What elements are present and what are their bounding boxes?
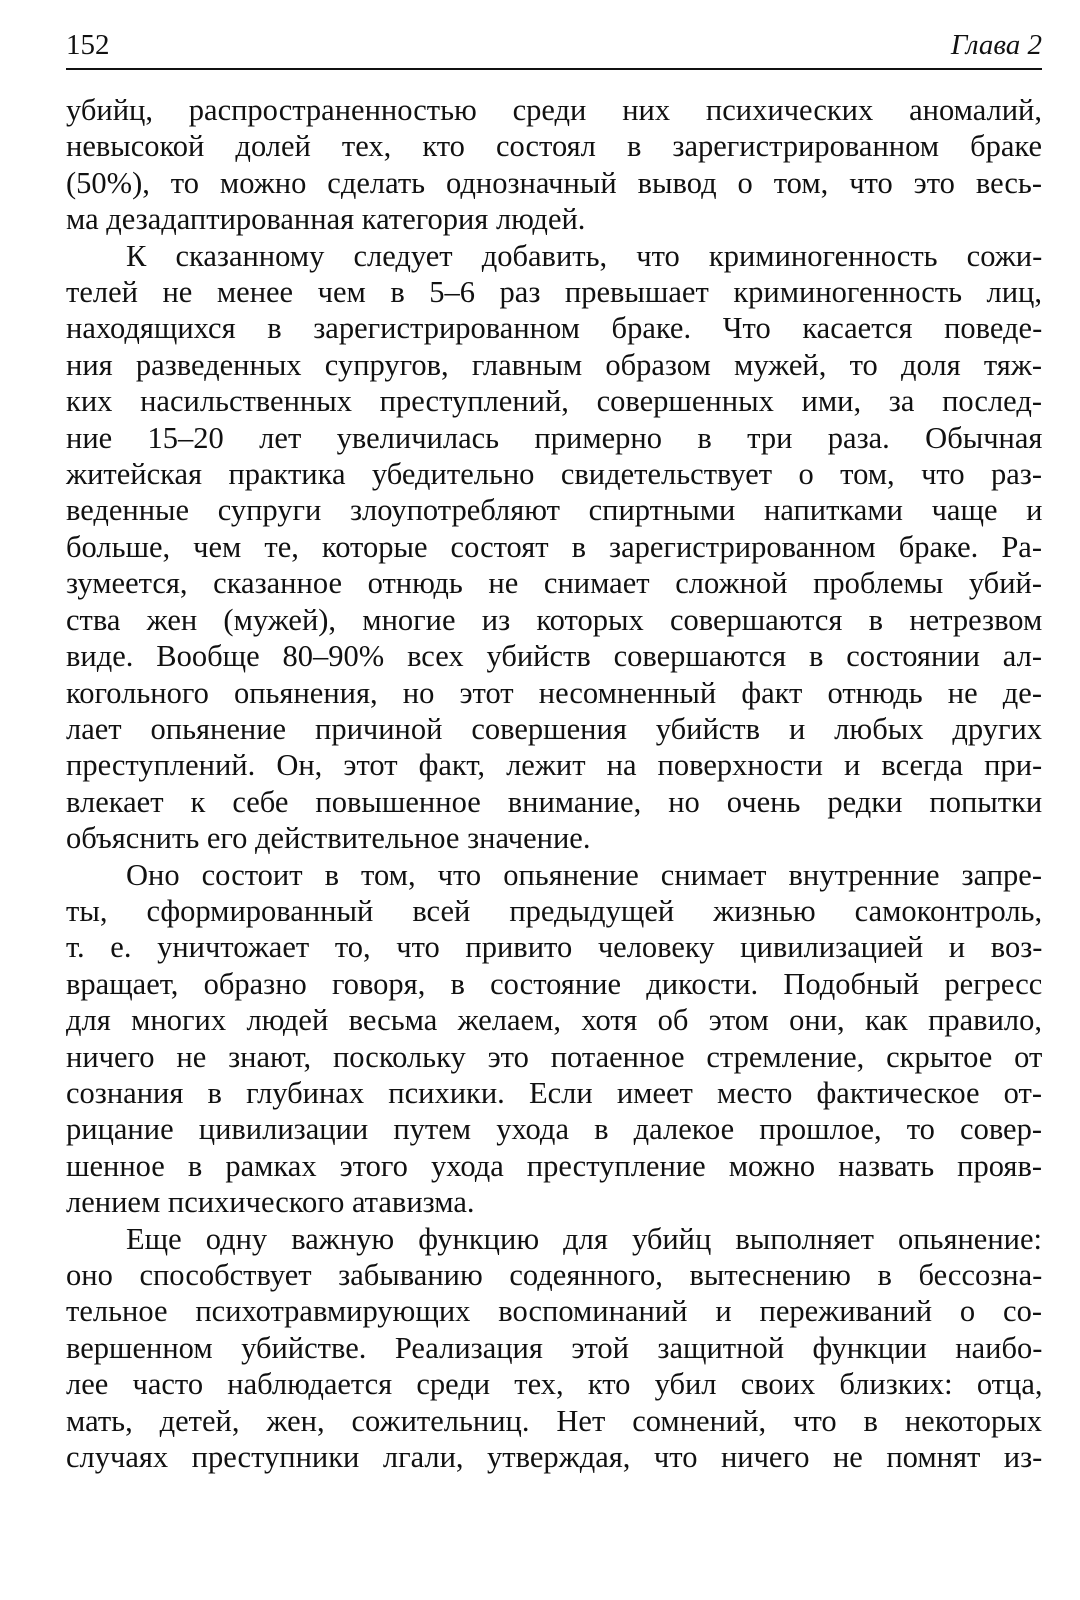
text-line: ма дезадаптированная категория людей. xyxy=(66,202,586,237)
book-page xyxy=(66,22,1042,1582)
text-line: рицание цивилизации путем ухода в далекое прошлое, то совер- xyxy=(66,1112,1042,1147)
text-line: находящихся в зарегистрированном браке. Что касается поведе- xyxy=(66,311,1043,346)
text-line: ты, сформированный всей предыдущей жизнью самоконтроль, xyxy=(66,893,1043,928)
text-line: Оно состоит в том, что опьянение снимает внутренние запре- xyxy=(126,857,1042,892)
text-line: сознания в глубинах психики. Если имеет место фактическое от- xyxy=(66,1075,1042,1110)
text-line: невысокой долей тех, кто состоял в зарегистрированном браке xyxy=(66,129,1043,164)
text-line: зумеется, сказанное отнюдь не снимает сложной проблемы убий- xyxy=(66,566,1042,601)
text-line: ничего не знают, поскольку это потаенное стремление, скрытое от xyxy=(66,1039,1043,1074)
paragraph xyxy=(66,857,1042,1221)
text-line: объяснить его действительное значение. xyxy=(66,821,591,856)
text-line: случаях преступники лгали, утверждая, что ничего не помнят из- xyxy=(66,1440,1043,1475)
text-line: вращает, образно говоря, в состояние дикости. Подобный регресс xyxy=(66,966,1043,1001)
text-line: для многих людей весьма желаем, хотя об этом они, как правило, xyxy=(66,1003,1042,1038)
text-line: ства жен (мужей), многие из которых совершаются в нетрезвом xyxy=(66,602,1043,637)
text-line: (50%), то можно сделать однозначный вывод о том, что это весь- xyxy=(66,165,1042,200)
text-line: ких насильственных преступлений, совершенных ими, за послед- xyxy=(66,384,1042,419)
text-line: ние 15–20 лет увеличилась примерно в три раза. Обычная xyxy=(66,420,1043,455)
text-line: виде. Вообще 80–90% всех убийств совершаются в состоянии ал- xyxy=(66,639,1042,674)
text-line: веденные супруги злоупотребляют спиртными напитками чаще и xyxy=(66,493,1043,528)
text-line: оно способствует забыванию содеянного, вытеснению в бессозна- xyxy=(66,1258,1043,1292)
paragraph xyxy=(66,92,1042,238)
text-line: лает опьянение причиной совершения убийств и любых других xyxy=(66,711,1043,746)
text-line: Еще одну важную функцию для убийц выполняет опьянение: xyxy=(126,1221,1042,1256)
text-line: больше, чем те, которые состоят в зарегистрированном браке. Ра- xyxy=(66,529,1042,564)
text-line: ния разведенных супругов, главным образом мужей, то доля тяж- xyxy=(66,347,1043,382)
text-line: вершенном убийстве. Реализация этой защитной функции наибо- xyxy=(66,1330,1043,1365)
text-line: мать, детей, жен, сожительниц. Нет сомнений, что в некоторых xyxy=(66,1403,1042,1438)
text-line: когольного опьянения, но этот несомненный факт отнюдь не де- xyxy=(66,675,1042,710)
text-line: т. е. уничтожает то, что привито человеку цивилизацией и воз- xyxy=(66,930,1043,965)
paragraph xyxy=(66,238,1042,857)
text-line: преступлений. Он, этот факт, лежит на поверхности и всегда при- xyxy=(66,748,1043,783)
text-line: лением психического атавизма. xyxy=(66,1185,475,1220)
text-line: влекает к себе повышенное внимание, но очень редки попытки xyxy=(66,784,1043,819)
text-line: лее часто наблюдается среди тех, кто убил своих близких: отца, xyxy=(66,1367,1043,1402)
text-line: житейская практика убедительно свидетельствует о том, что раз- xyxy=(66,457,1042,492)
text-line: убийц, распространенностью среди них психических аномалий, xyxy=(66,93,1042,127)
chapter-title: Глава 2 xyxy=(950,29,1042,61)
running-header xyxy=(66,22,1042,70)
text-line: шенное в рамках этого ухода преступление можно назвать прояв- xyxy=(66,1148,1042,1183)
paragraph xyxy=(66,1221,1042,1476)
page-number: 152 xyxy=(66,29,110,61)
text-line: телей не менее чем в 5–6 раз превышает криминогенность лиц, xyxy=(66,275,1042,310)
text-line: тельное психотравмирующих воспоминаний и переживаний о со- xyxy=(66,1294,1042,1329)
body-text xyxy=(66,92,1042,1475)
text-line: К сказанному следует добавить, что криминогенность сожи- xyxy=(126,238,1043,273)
